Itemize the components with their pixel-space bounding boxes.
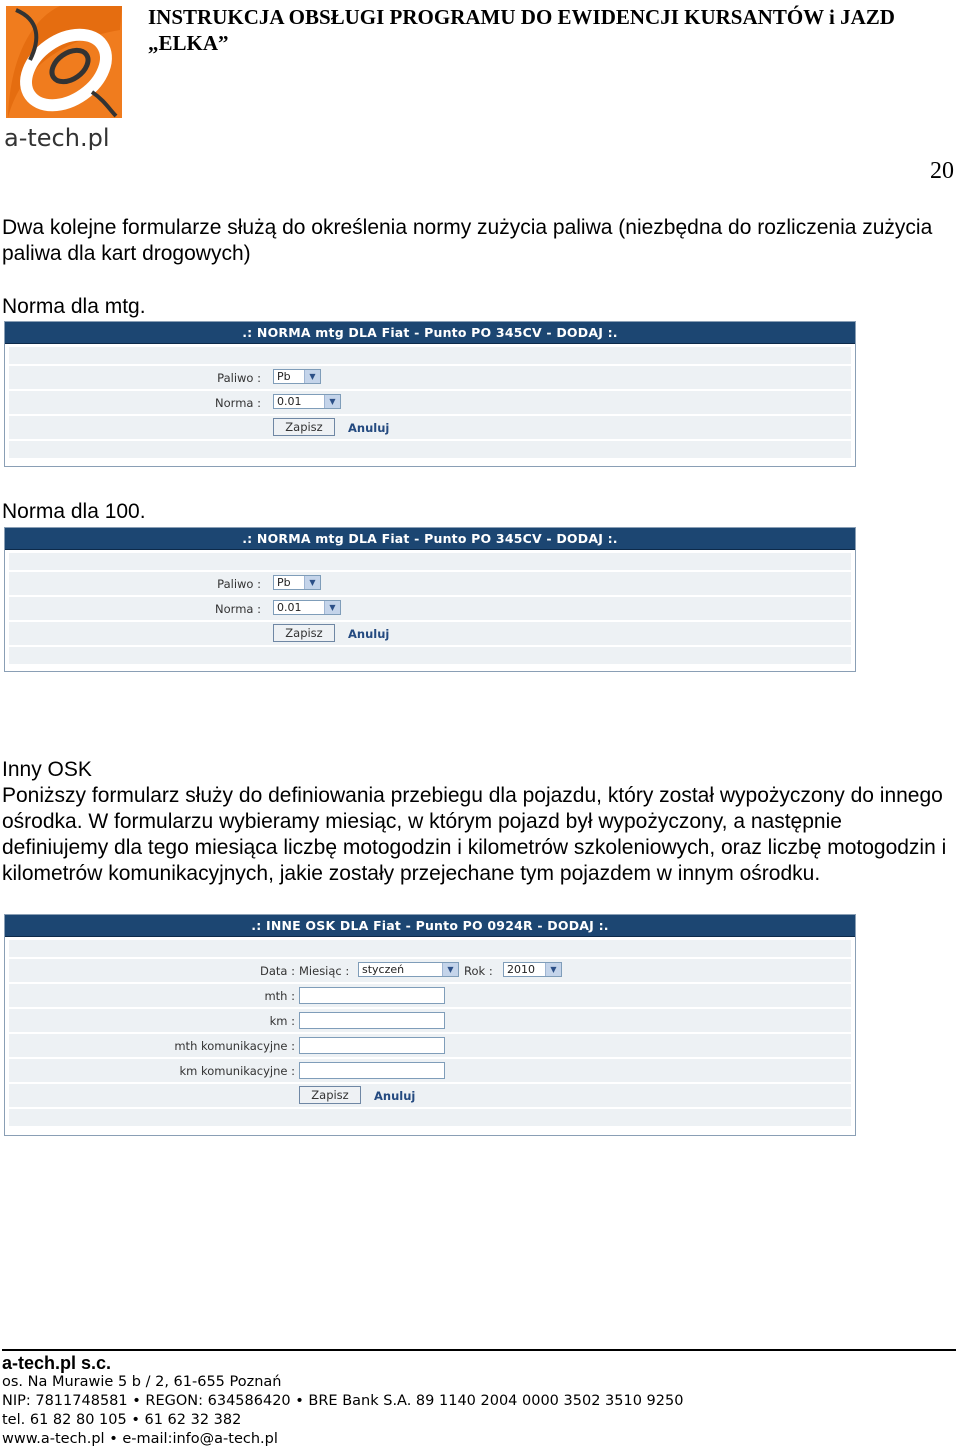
section1-caption: Norma dla mtg. <box>2 295 146 318</box>
footer-company: a-tech.pl s.c. <box>2 1353 112 1373</box>
km-com-label: km komunikacyjne : <box>179 1064 295 1078</box>
fuel-select[interactable] <box>273 369 321 384</box>
norm-select[interactable] <box>273 600 341 615</box>
actions-row <box>9 416 851 439</box>
chevron-down-icon: ▼ <box>442 963 458 976</box>
save-button[interactable]: Zapisz <box>273 624 335 642</box>
km-input[interactable] <box>299 1012 445 1029</box>
date-label: Data : <box>260 964 295 978</box>
document-title-line2: „ELKA” <box>148 31 229 55</box>
year-select-value: 2010 <box>507 963 535 976</box>
mth-com-input[interactable] <box>299 1037 445 1054</box>
actions-row <box>9 1084 851 1107</box>
mth-input[interactable] <box>299 987 445 1004</box>
norm-select[interactable] <box>273 394 341 409</box>
document-title-line1: INSTRUKCJA OBSŁUGI PROGRAMU DO EWIDENCJI KURSANTÓW i JAZD <box>148 5 895 29</box>
km-row <box>9 1009 851 1032</box>
cancel-link[interactable]: Anuluj <box>348 421 390 435</box>
norm-100-form <box>4 527 856 672</box>
form-spacer-row <box>9 347 851 364</box>
norm-select-value: 0.01 <box>277 601 302 614</box>
intro-paragraph: Dwa kolejne formularze służą do określenia normy zużycia paliwa (niezbędna do rozliczenia zużycia paliwa dla kart drogowych) <box>2 216 933 265</box>
km-com-row <box>9 1059 851 1082</box>
fuel-label: Paliwo : <box>217 577 261 591</box>
company-logo <box>0 0 128 150</box>
section2-caption: Norma dla 100. <box>2 500 146 523</box>
km-com-input[interactable] <box>299 1062 445 1079</box>
fuel-select-value: Pb <box>277 370 291 383</box>
fuel-label: Paliwo : <box>217 371 261 385</box>
form-title: .: INNE OSK DLA Fiat - Punto PO 0924R - DODAJ :. <box>5 915 855 937</box>
cancel-link[interactable]: Anuluj <box>374 1089 416 1103</box>
chevron-down-icon: ▼ <box>545 963 561 976</box>
fuel-select-value: Pb <box>277 576 291 589</box>
chevron-down-icon: ▼ <box>324 601 340 614</box>
save-button[interactable]: Zapisz <box>273 418 335 436</box>
footer-web: www.a-tech.pl • e-mail:info@a-tech.pl <box>2 1431 278 1447</box>
footer-registry: NIP: 7811748581 • REGON: 634586420 • BRE Bank S.A. 89 1140 2004 0000 3502 3510 9250 <box>2 1393 684 1409</box>
footer-address: os. Na Murawie 5 b / 2, 61-655 Poznań <box>2 1374 282 1390</box>
section3-paragraph: Poniższy formularz służy do definiowania przebiegu dla pojazdu, który został wypożyczony do innego ośrodka. W formularzu wybieramy miesiąc, w którym pojazd był wypożyczony, a następnie definiujemy dla tego miesiąca liczbę motogodzin i kilometrów szkoleniowych, oraz liczbę motogodzin i kilometrów komunikacyjnych, jakie zostały przejechane tym pojazdem w innym ośrodku. <box>2 784 947 885</box>
section3-heading: Inny OSK <box>2 758 92 781</box>
document-title <box>148 4 960 56</box>
form-spacer-row <box>9 441 851 458</box>
cancel-link[interactable]: Anuluj <box>348 627 390 641</box>
form-title: .: NORMA mtg DLA Fiat - Punto PO 345CV - DODAJ :. <box>5 528 855 550</box>
form-spacer-row <box>9 647 851 664</box>
month-label: Miesiąc : <box>299 964 350 978</box>
year-label: Rok : <box>464 964 493 978</box>
form-spacer-row <box>9 940 851 957</box>
form-spacer-row <box>9 553 851 570</box>
month-select[interactable] <box>358 962 459 977</box>
footer-phone: tel. 61 82 80 105 • 61 62 32 382 <box>2 1412 242 1428</box>
other-osk-form <box>4 914 856 1136</box>
form-spacer-row <box>9 1109 851 1126</box>
norm-select-value: 0.01 <box>277 395 302 408</box>
save-button[interactable]: Zapisz <box>299 1086 361 1104</box>
date-row <box>9 959 851 982</box>
mth-com-row <box>9 1034 851 1057</box>
chevron-down-icon: ▼ <box>304 576 320 589</box>
norm-mtg-form <box>4 321 856 467</box>
logo-text: a-tech.pl <box>4 124 110 150</box>
page-number: 20 <box>930 158 954 184</box>
fuel-row <box>9 366 851 389</box>
chevron-down-icon: ▼ <box>324 395 340 408</box>
actions-row <box>9 622 851 645</box>
norm-label: Norma : <box>215 602 261 616</box>
footer-divider <box>2 1349 956 1351</box>
mth-row <box>9 984 851 1007</box>
chevron-down-icon: ▼ <box>304 370 320 383</box>
norm-label: Norma : <box>215 396 261 410</box>
norm-row <box>9 597 851 620</box>
fuel-row <box>9 572 851 595</box>
mth-label: mth : <box>264 989 295 1003</box>
month-select-value: styczeń <box>362 963 405 976</box>
fuel-select[interactable] <box>273 575 321 590</box>
mth-com-label: mth komunikacyjne : <box>174 1039 295 1053</box>
km-label: km : <box>269 1014 295 1028</box>
form-title: .: NORMA mtg DLA Fiat - Punto PO 345CV - DODAJ :. <box>5 322 855 344</box>
year-select[interactable] <box>503 962 562 977</box>
norm-row <box>9 391 851 414</box>
